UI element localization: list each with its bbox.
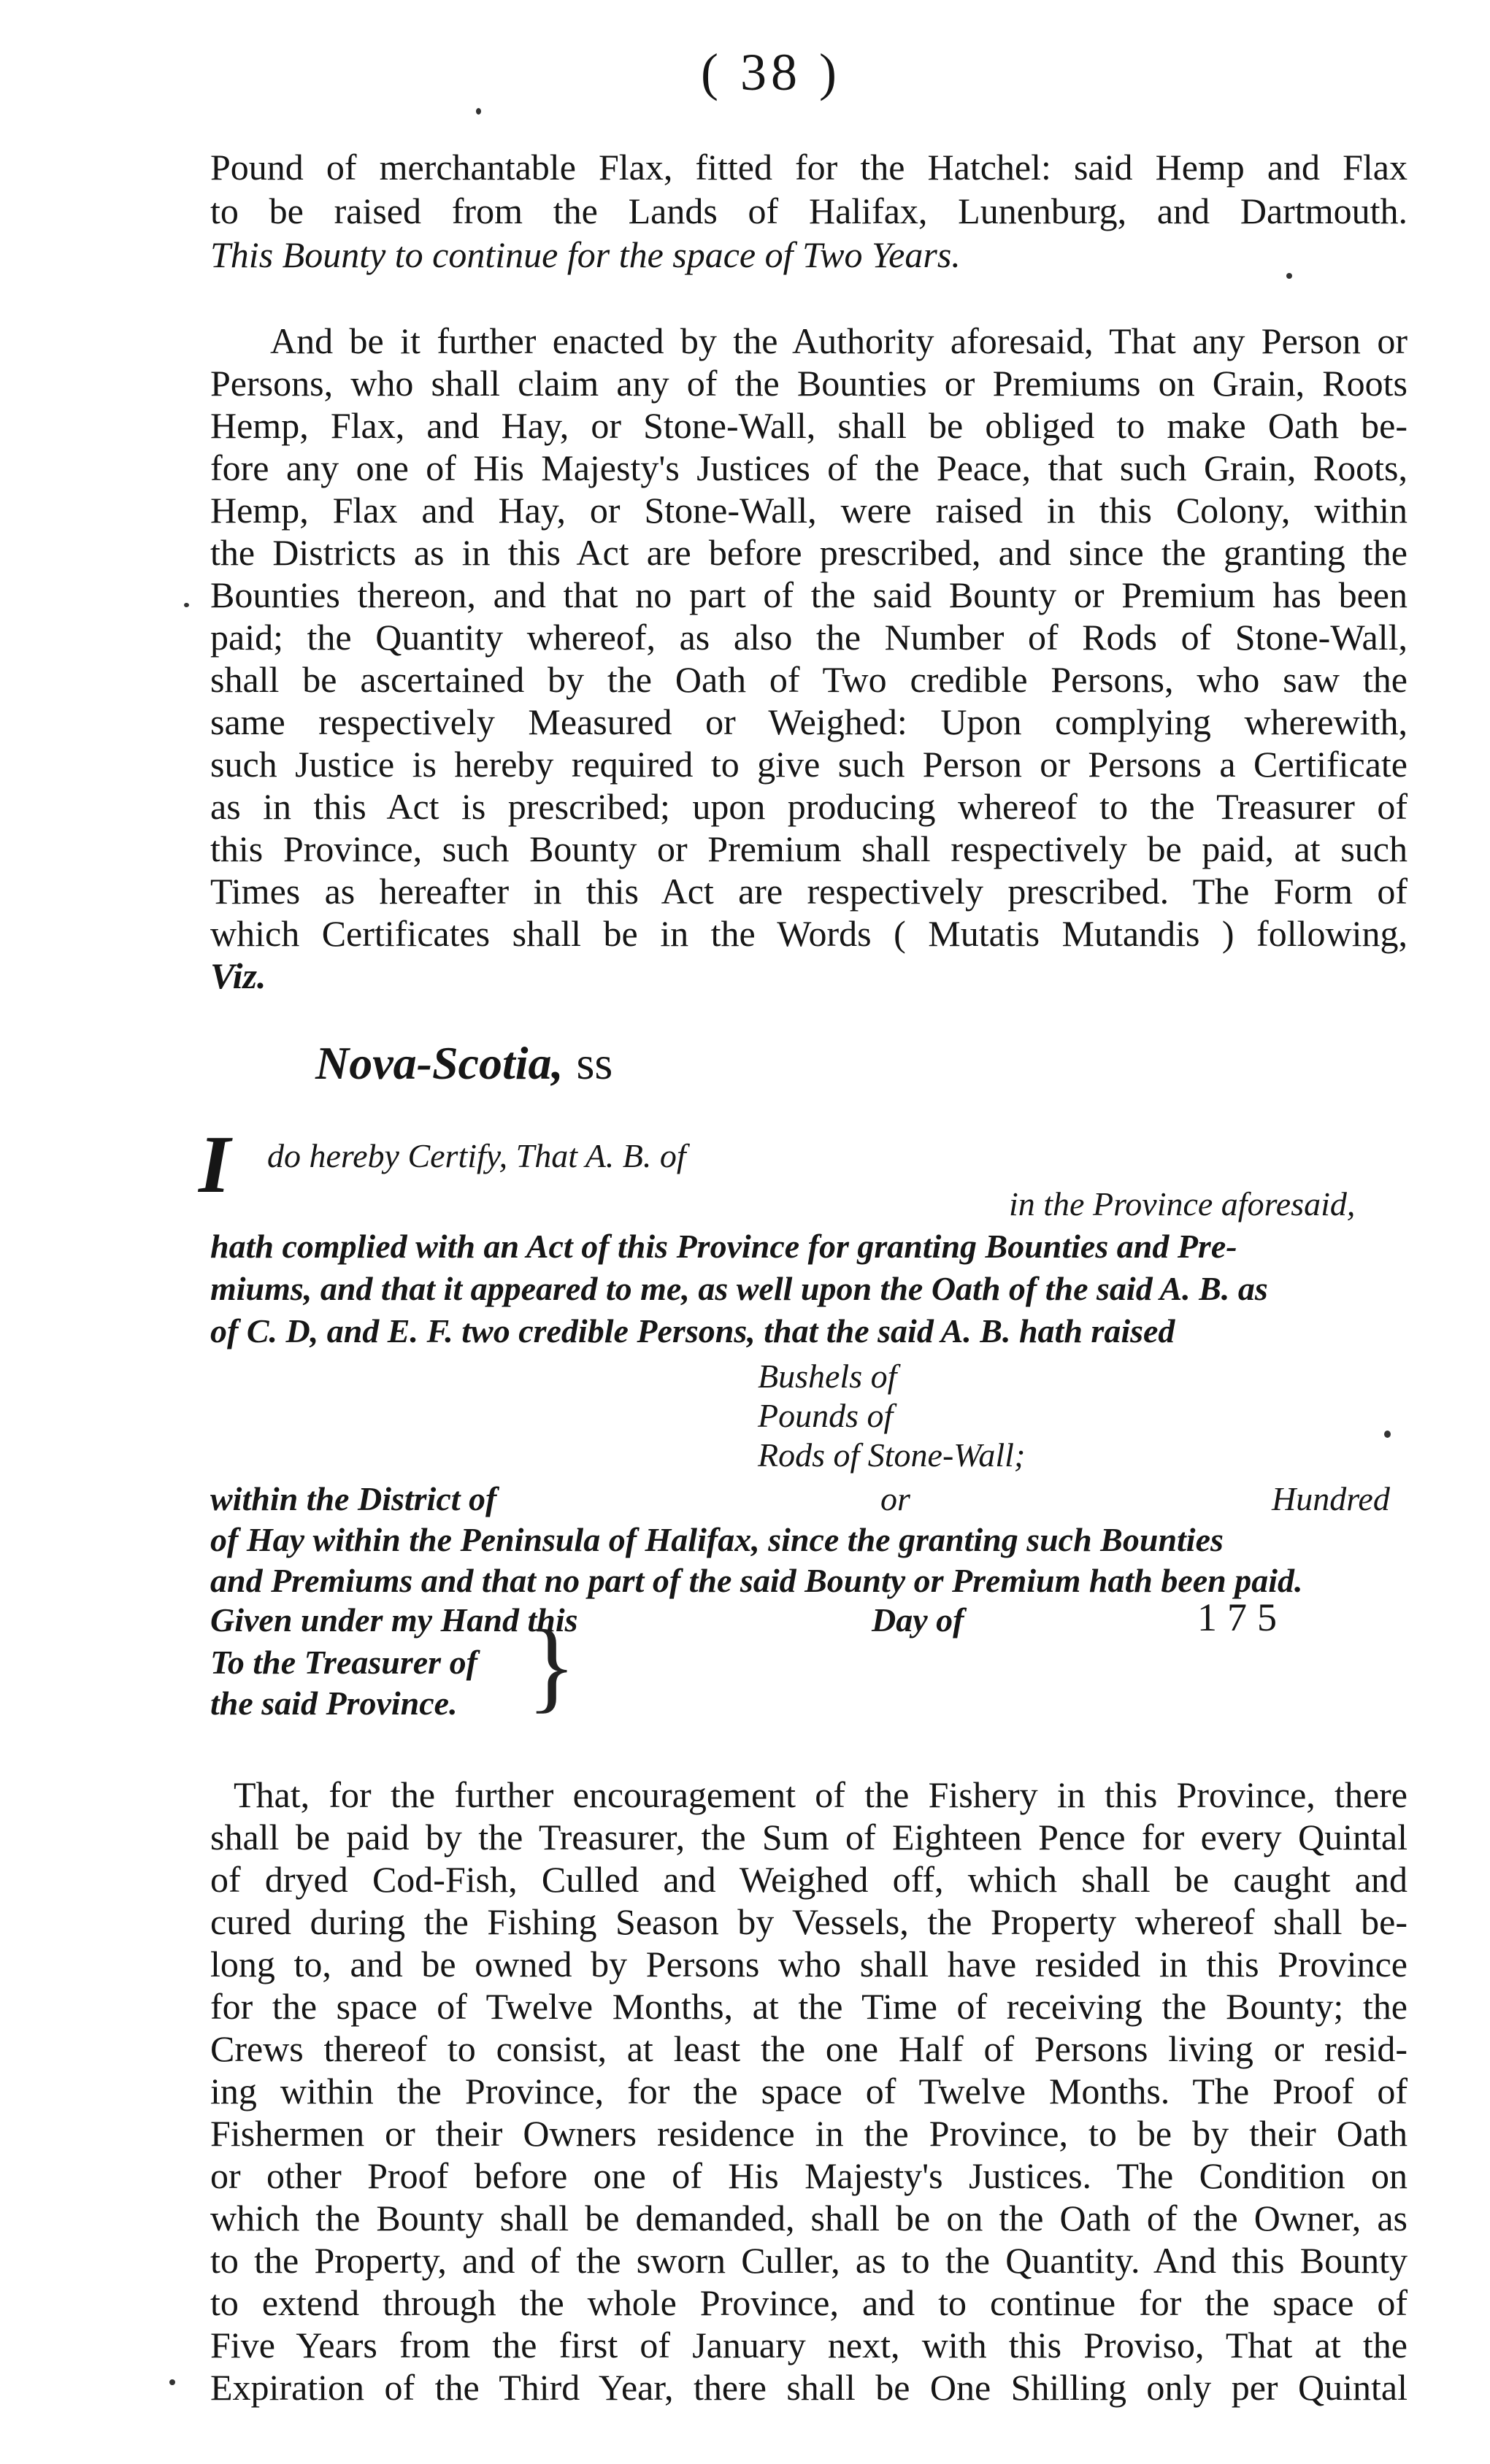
para3-line-14: Five Years from the first of January next, with this Proviso, That at the: [210, 2325, 1408, 2365]
para2-line-5: Hemp, Flax and Hay, or Stone-Wall, were raised in this Colony, within: [210, 490, 1408, 531]
para3-line-13: to extend through the whole Province, and to continue for the space of: [210, 2282, 1408, 2323]
para3-line-12: to the Property, and of the sworn Culler, as to the Quantity. And this Bounty: [210, 2240, 1408, 2281]
scan-speck: [476, 108, 481, 115]
para2-line-15: which Certificates shall be in the Words ( Mutatis Mutandis ) following,: [210, 913, 1408, 954]
brace-glyph: }: [527, 1609, 577, 1722]
para3-line-15: Expiration of the Third Year, there shall be One Shilling only per Quintal: [210, 2367, 1408, 2408]
cert-year: 175: [1197, 1595, 1287, 1639]
cert-district: within the District of: [210, 1480, 497, 1517]
scan-speck: [1384, 1431, 1391, 1438]
para3-line-7: Crews thereof to consist, at least the one Half of Persons living or resid-: [210, 2028, 1408, 2069]
cert-line-2: in the Province aforesaid,: [1009, 1185, 1356, 1223]
para2-line-9: shall be ascertained by the Oath of Two credible Persons, who saw the: [210, 659, 1408, 700]
para1-line-3: This Bounty to continue for the space of Two Years.: [210, 234, 961, 275]
cert-line-5: of C. D, and E. F. two credible Persons, that the said A. B. hath raised: [210, 1312, 1175, 1350]
dropcap-letter: I: [199, 1120, 231, 1210]
para2-line-6: the Districts as in this Act are before prescribed, and since the granting the: [210, 532, 1408, 573]
para3-line-8: ing within the Province, for the space of Twelve Months. The Proof of: [210, 2071, 1408, 2111]
cert-line-premiums: and Premiums and that no part of the said Bounty or Premium hath been paid.: [210, 1562, 1303, 1599]
para3-line-3: of dryed Cod-Fish, Culled and Weighed off, which shall be caught and: [210, 1859, 1408, 1900]
cert-bushels: Bushels of: [758, 1358, 897, 1395]
certificate-heading: [315, 1036, 612, 1090]
para2-line-3: Hemp, Flax, and Hay, or Stone-Wall, shall be obliged to make Oath be-: [210, 405, 1408, 446]
cert-line-hay: of Hay within the Peninsula of Halifax, since the granting such Bounties: [210, 1521, 1224, 1558]
para2-line-8: paid; the Quantity whereof, as also the Number of Rods of Stone-Wall,: [210, 617, 1408, 658]
scan-speck: [1286, 273, 1292, 279]
para3-line-2: shall be paid by the Treasurer, the Sum of Eighteen Pence for every Quintal: [210, 1817, 1408, 1857]
cert-day-of: Day of: [872, 1601, 964, 1639]
cert-or: or: [880, 1480, 910, 1517]
para2-line-13: this Province, such Bounty or Premium shall respectively be paid, at such: [210, 828, 1408, 869]
para1-line-1: Pound of merchantable Flax, fitted for the Hatchel: said Hemp and Flax: [210, 147, 1408, 188]
cert-province: the said Province.: [210, 1685, 458, 1722]
heading-abbr: ss: [576, 1037, 613, 1089]
para2-line-11: such Justice is hereby required to give such Person or Persons a Certificate: [210, 744, 1408, 785]
para2-line-14: Times as hereafter in this Act are respectively prescribed. The Form of: [210, 871, 1408, 912]
para2-line-7: Bounties thereon, and that no part of the said Bounty or Premium has been: [210, 574, 1408, 615]
heading-place: Nova-Scotia,: [315, 1037, 564, 1089]
para2-line-1: And be it further enacted by the Authority aforesaid, That any Person or: [270, 320, 1408, 361]
para2-line-2: Persons, who shall claim any of the Bounties or Premiums on Grain, Roots: [210, 363, 1408, 404]
cert-pounds: Pounds of: [758, 1397, 894, 1434]
para3-line-9: Fishermen or their Owners residence in the Province, to be by their Oath: [210, 2113, 1408, 2154]
cert-line-3: hath complied with an Act of this Province for granting Bounties and Pre-: [210, 1228, 1237, 1265]
para3-line-6: for the space of Twelve Months, at the Time of receiving the Bounty; the: [210, 1986, 1408, 2027]
para3-line-1: That, for the further encouragement of the Fishery in this Province, there: [234, 1774, 1408, 1815]
cert-line-1: do hereby Certify, That A. B. of: [267, 1137, 686, 1174]
cert-hundred: Hundred: [1272, 1480, 1390, 1517]
para2-line-4: fore any one of His Majesty's Justices of the Peace, that such Grain, Roots,: [210, 447, 1408, 488]
cert-rods: Rods of Stone-Wall;: [758, 1436, 1026, 1474]
para3-line-10: or other Proof before one of His Majesty's Justices. The Condition on: [210, 2155, 1408, 2196]
cert-to-treasurer: To the Treasurer of: [210, 1644, 477, 1681]
page-number: ( 38 ): [701, 43, 841, 101]
para3-line-11: which the Bounty shall be demanded, shall be on the Oath of the Owner, as: [210, 2198, 1408, 2238]
cert-line-4: miums, and that it appeared to me, as well upon the Oath of the said A. B. as: [210, 1270, 1268, 1307]
para3-line-4: cured during the Fishing Season by Vessels, the Property whereof shall be-: [210, 1901, 1408, 1942]
para1-line-2: to be raised from the Lands of Halifax, Lunenburg, and Dartmouth.: [210, 190, 1408, 231]
para2-line-12: as in this Act is prescribed; upon producing whereof to the Treasurer of: [210, 786, 1408, 827]
cert-given: Given under my Hand this: [210, 1601, 578, 1639]
para3-line-5: long to, and be owned by Persons who shall have resided in this Province: [210, 1944, 1408, 1984]
para2-line-10: same respectively Measured or Weighed: Upon complying wherewith,: [210, 701, 1408, 742]
scan-speck: [169, 2379, 175, 2385]
scan-speck: [184, 603, 189, 607]
para2-line-16: Viz.: [210, 955, 266, 996]
